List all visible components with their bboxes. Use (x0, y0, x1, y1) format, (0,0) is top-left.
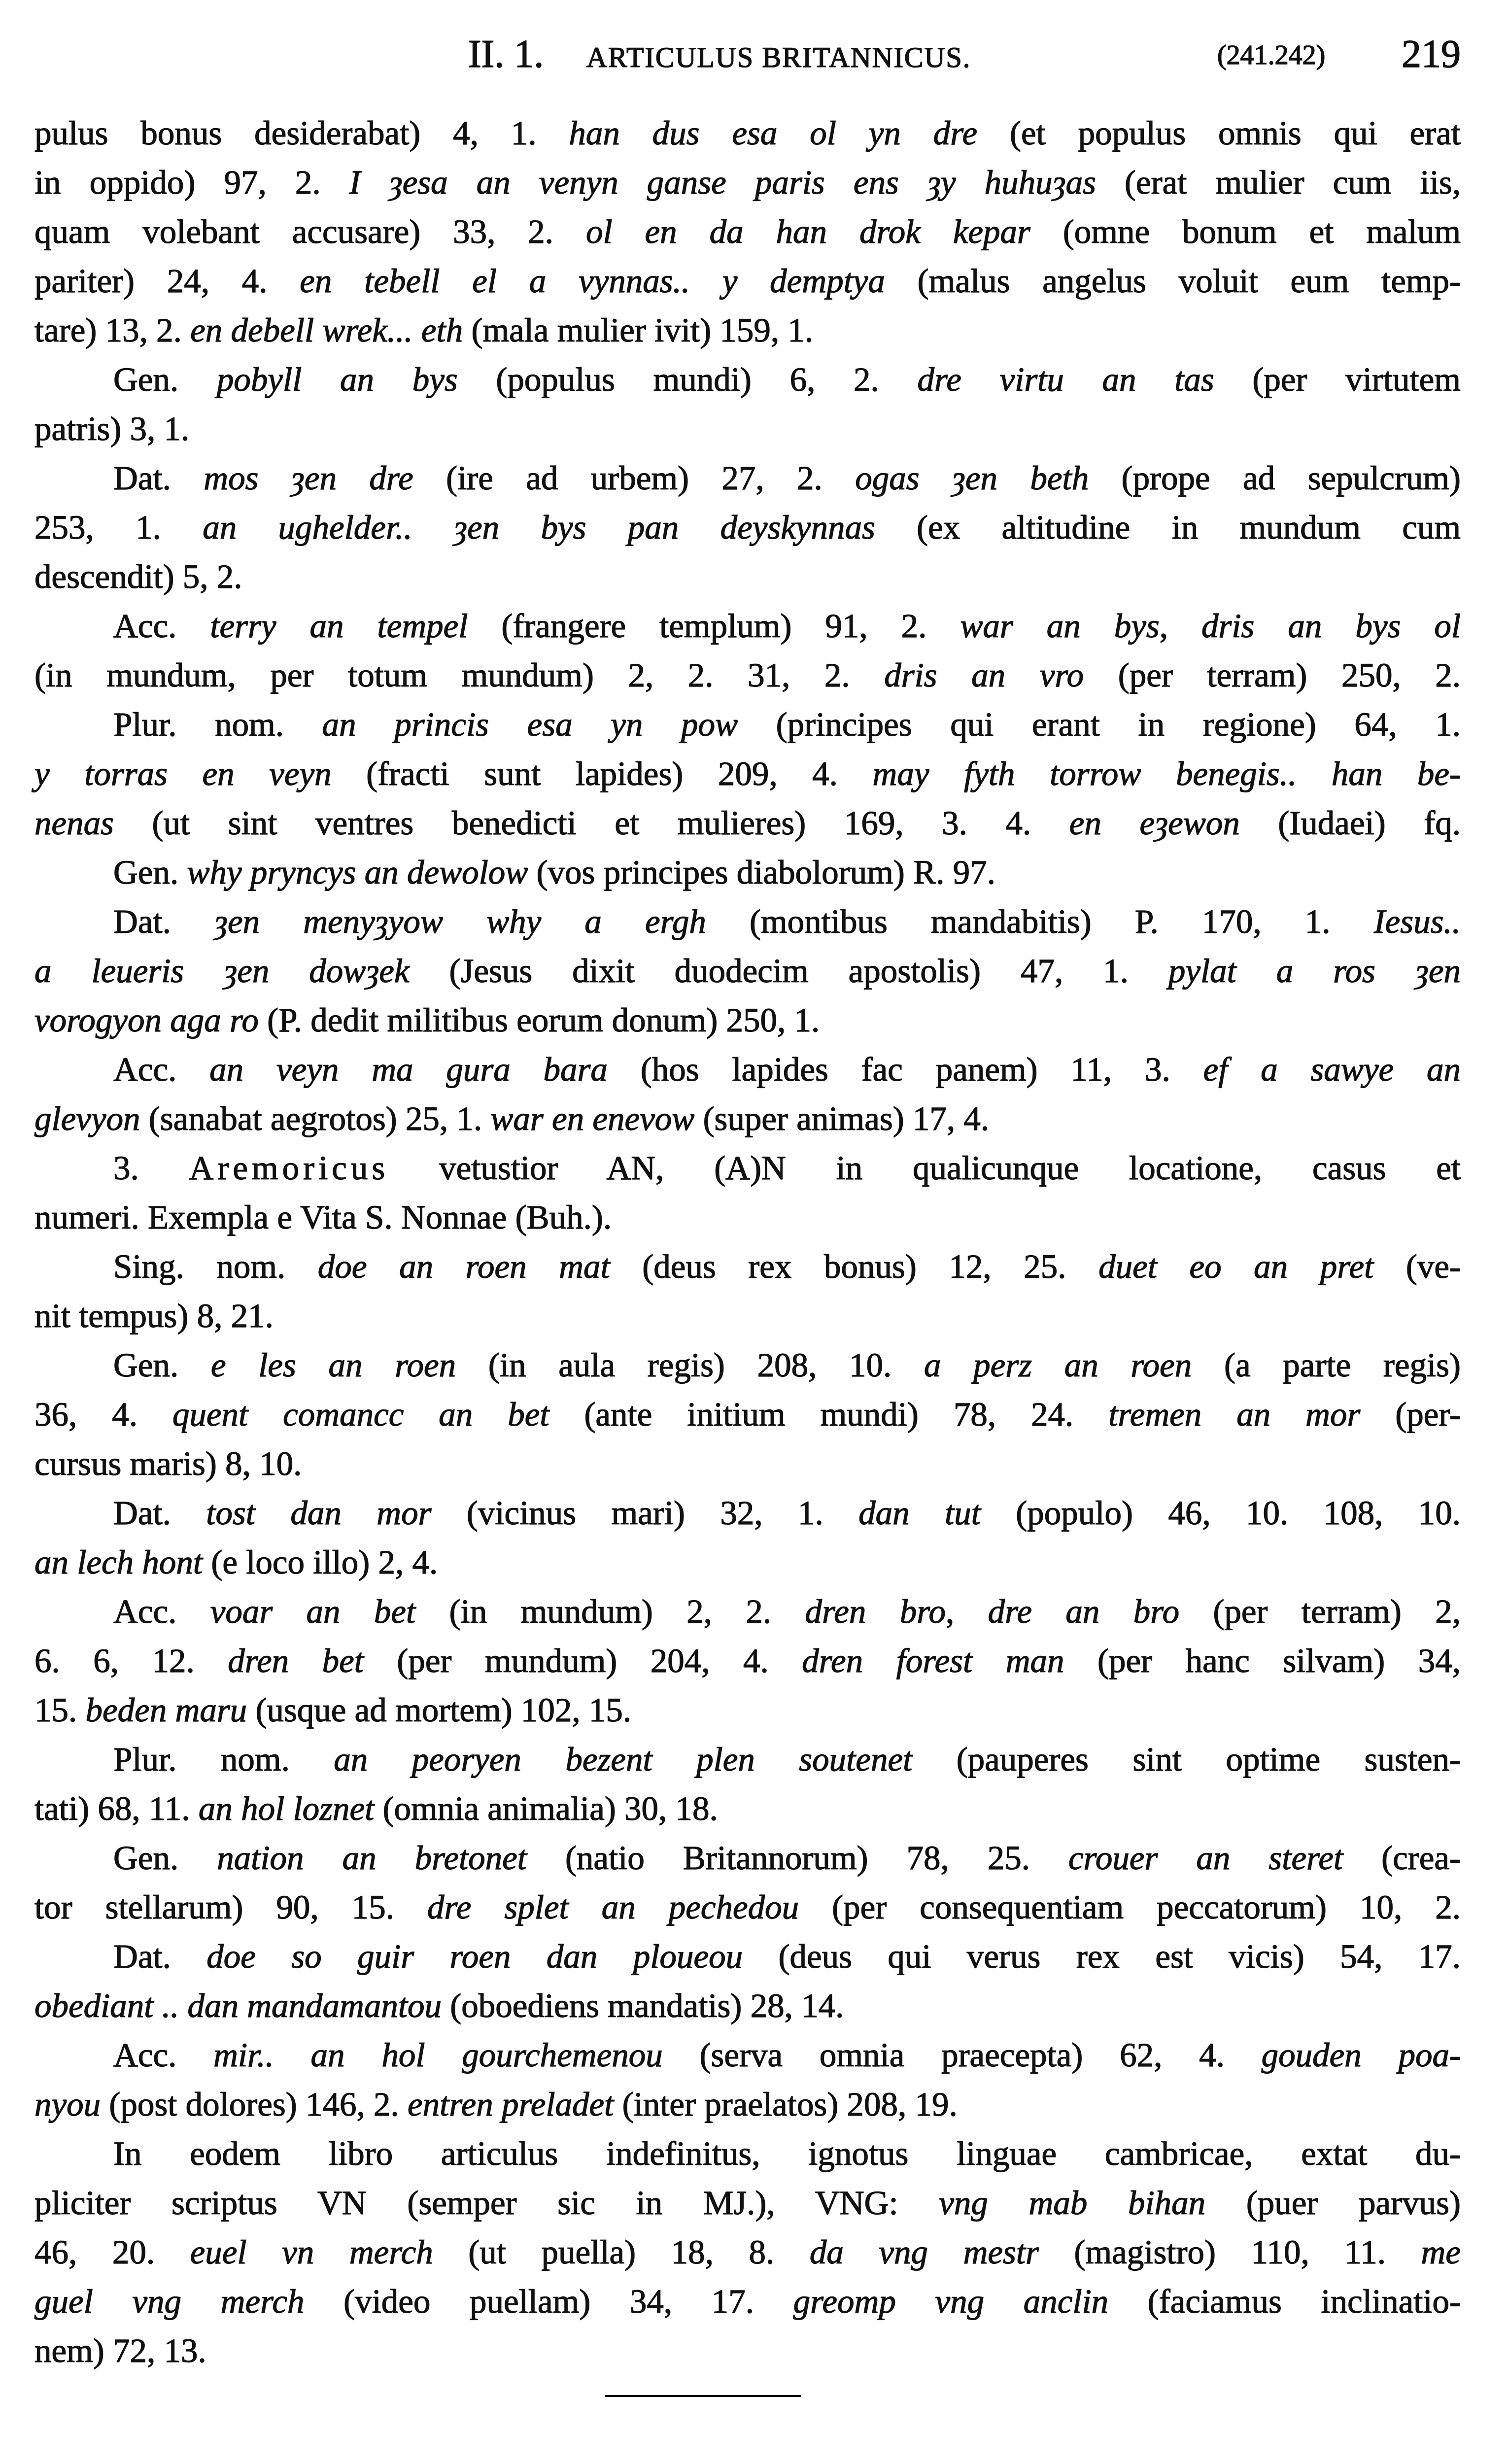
latin-text: (in mundum) 2, 2. (415, 1593, 805, 1630)
cornish-breton-example: a perz an roen (924, 1346, 1192, 1384)
text-line (34, 700, 1461, 749)
latin-text: 15. (34, 1691, 86, 1729)
text-line (34, 1636, 1461, 1685)
latin-text: (P. dedit militibus eorum donum) 250, 1. (258, 1001, 820, 1039)
latin-text: pulus bonus desiderabat) 4, 1. (34, 114, 569, 152)
latin-text: (fracti sunt lapides) 209, 4. (331, 755, 873, 792)
latin-text: (puer parvus) (1205, 2184, 1461, 2222)
cornish-breton-example: dren bet (228, 1642, 364, 1679)
latin-text: tati) 68, 11. (34, 1790, 199, 1827)
cornish-breton-example: dris an bys ol (1201, 607, 1461, 645)
text-line (34, 1784, 1461, 1833)
cornish-breton-example: pylat a ros ȝen (1168, 952, 1461, 990)
latin-text: (per- (1360, 1396, 1461, 1433)
cornish-breton-example: mos ȝen dre (204, 459, 413, 497)
latin-text: (super animas) 17, 4. (694, 1100, 990, 1137)
cornish-breton-example: dre virtu an tas (917, 361, 1214, 398)
text-line (34, 1488, 1461, 1538)
text-line (34, 1390, 1461, 1439)
body-text (34, 108, 1461, 2375)
latin-text: 253, 1. (34, 509, 203, 546)
text-line (34, 2030, 1461, 2080)
text-line (34, 404, 1461, 453)
section-number: II. 1. (468, 33, 544, 76)
latin-text: (ire ad urbem) 27, 2. (413, 459, 856, 497)
cornish-breton-example: duet eo an pret (1098, 1248, 1374, 1285)
latin-text: pariter) 24, 4. (34, 262, 300, 300)
cornish-breton-example: doe so guir roen dan ploueou (206, 1938, 743, 1975)
latin-text: (deus rex bonus) 12, 25. (610, 1248, 1099, 1285)
text-line (34, 108, 1461, 158)
page-number: 219 (1402, 33, 1461, 76)
latin-text: In eodem libro articulus indefinitus, ignotus linguae cambricae, extat du- (113, 2135, 1461, 2172)
text-line (34, 2129, 1461, 2178)
latin-text: Acc. (113, 1593, 210, 1630)
latin-text: (per virtutem (1214, 361, 1461, 398)
text-line (34, 552, 1461, 601)
latin-text: (vos principes diabolorum) R. 97. (528, 854, 995, 891)
text-line (34, 1094, 1461, 1143)
text-line (34, 848, 1461, 897)
text-line (34, 1439, 1461, 1488)
cornish-breton-example: war en enevow (490, 1100, 695, 1137)
text-line (34, 256, 1461, 306)
cornish-breton-example: han dus esa ol yn dre (569, 114, 978, 152)
text-line (34, 995, 1461, 1045)
latin-text: (inter praelatos) 208, 19. (614, 2086, 958, 2123)
latin-text: (principes qui erant in regione) 64, 1. (738, 706, 1461, 743)
cornish-breton-example: dan tut (858, 1494, 981, 1532)
latin-text: (ut puella) 18, 8. (433, 2233, 810, 2271)
text-line (34, 306, 1461, 355)
latin-text: (populo) 46, 10. 108, 10. (980, 1494, 1461, 1532)
latin-text: Dat. (113, 459, 204, 497)
latin-text: (erat mulier cum iis, (1096, 164, 1461, 201)
cornish-breton-example: guel vng merch (34, 2283, 305, 2320)
latin-text: Gen. (113, 1839, 217, 1877)
latin-text: Dat. (113, 1938, 207, 1975)
paragraph-reference: (241.242) (1217, 40, 1326, 70)
cornish-breton-example: dris an vro (884, 656, 1084, 694)
latin-text: nem) 72, 13. (34, 2332, 206, 2369)
cornish-breton-example: doe an roen mat (317, 1248, 610, 1285)
text-line (34, 1685, 1461, 1735)
latin-text: (magistro) 110, 11. (1038, 2233, 1421, 2271)
cornish-breton-example: may fyth torrow benegis.. han be- (872, 755, 1461, 792)
text-line (34, 1045, 1461, 1094)
text-line (34, 1291, 1461, 1340)
cornish-breton-example: a leueris ȝen dowȝek (34, 952, 410, 990)
latin-text: cursus maris) 8, 10. (34, 1445, 302, 1482)
latin-text: (in aula regis) 208, 10. (456, 1346, 924, 1384)
text-line (34, 749, 1461, 798)
cornish-breton-example: en debell wrek... eth (190, 311, 463, 349)
cornish-breton-example: gouden poa- (1261, 2036, 1461, 2074)
latin-text: Gen. (113, 854, 187, 891)
cornish-breton-example: greomp vng anclin (793, 2283, 1109, 2320)
text-line (34, 1538, 1461, 1587)
latin-text: 46, 20. (34, 2233, 190, 2271)
cornish-breton-example: an lech hont (34, 1543, 203, 1581)
text-line (34, 650, 1461, 700)
cornish-breton-example: nenas (34, 804, 114, 842)
text-line (34, 1932, 1461, 1981)
cornish-breton-example: quent comancc an bet (172, 1396, 549, 1433)
cornish-breton-example: en eȝewon (1069, 804, 1240, 842)
cornish-breton-example: an princis esa yn pow (322, 706, 738, 743)
latin-text: Dat. (113, 1494, 206, 1532)
latin-text: (montibus mandabitis) P. 170, 1. (706, 903, 1374, 940)
latin-text: 36, 4. (34, 1396, 172, 1433)
cornish-breton-example: nyou (34, 2086, 101, 2123)
latin-text: Plur. nom. (113, 706, 322, 743)
latin-text: (e loco illo) 2, 4. (203, 1543, 438, 1581)
latin-text: Gen. (113, 361, 217, 398)
latin-text: Acc. (113, 607, 210, 645)
latin-text: (mala mulier ivit) 159, 1. (463, 311, 814, 349)
text-line (34, 158, 1461, 207)
cornish-breton-example: Iesus.. (1373, 903, 1461, 940)
latin-text: (omnia animalia) 30, 18. (374, 1790, 718, 1827)
cornish-breton-example: crouer an steret (1068, 1839, 1343, 1877)
cornish-breton-example: ogas ȝen beth (855, 459, 1089, 497)
cornish-breton-example: pobyll an bys (216, 361, 458, 398)
latin-text: (hos lapides fac panem) 11, 3. (607, 1051, 1203, 1088)
latin-text: Acc. (113, 1051, 210, 1088)
text-line (34, 2227, 1461, 2277)
latin-text: (populus mundi) 6, 2. (457, 361, 918, 398)
cornish-breton-example: en tebell el a vynnas.. y demptya (300, 262, 885, 300)
cornish-breton-example: dren bro (805, 1593, 946, 1630)
cornish-breton-example: beden maru (85, 1691, 247, 1729)
latin-text: (natio Britannorum) 78, 25. (526, 1839, 1069, 1877)
latin-text: (et populus omnis qui erat (977, 114, 1461, 152)
cornish-breton-example: entren preladet (408, 2086, 614, 2123)
cornish-breton-example: nation an bretonet (217, 1839, 527, 1877)
latin-text: (deus qui verus rex est vicis) 54, 17. (743, 1938, 1461, 1975)
latin-text: (per terram) 2, (1179, 1593, 1461, 1630)
text-line (34, 897, 1461, 946)
cornish-breton-example: euel vn merch (190, 2233, 433, 2271)
latin-text: Dat. (113, 903, 214, 940)
running-title: ARTICULUS BRITANNICUS. (586, 41, 971, 73)
text-line (34, 1242, 1461, 1291)
latin-text: Sing. nom. (113, 1248, 318, 1285)
latin-text: 3. (113, 1149, 189, 1187)
text-line (34, 2080, 1461, 2129)
text-line (34, 1735, 1461, 1784)
text-line (34, 1882, 1461, 1932)
latin-text: (ut sint ventres benedicti et mulieres) 169, 3. 4. (113, 804, 1069, 842)
latin-text: tor stellarum) 90, 15. (34, 1888, 427, 1926)
latin-text: (post dolores) 146, 2. (101, 2086, 408, 2123)
latin-text: (pauperes sint optime susten- (912, 1741, 1461, 1778)
latin-text: in oppido) 97, 2. (34, 164, 349, 201)
cornish-breton-example: y torras en veyn (34, 755, 332, 792)
cornish-breton-example: da vng mestr (809, 2233, 1039, 2271)
text-line (34, 946, 1461, 995)
latin-text: nit tempus) 8, 21. (34, 1297, 274, 1335)
latin-text: (frangere templum) 91, 2. (468, 607, 960, 645)
latin-text: Plur. nom. (113, 1741, 334, 1778)
cornish-breton-example: ȝen menyȝyow why a ergh (214, 903, 706, 940)
text-line (34, 2277, 1461, 2326)
running-header (34, 34, 1461, 108)
latin-text: (Jesus dixit duodecim apostolis) 47, 1. (409, 952, 1168, 990)
latin-text: vetustior AN, (A)N in qualicunque locatione, casus et (389, 1149, 1461, 1187)
latin-text: (ex altitudine in mundum cum (875, 509, 1461, 546)
latin-text: (per hanc silvam) 34, (1064, 1642, 1461, 1679)
latin-text: , (946, 1593, 988, 1630)
latin-text: descendit) 5, 2. (34, 558, 242, 595)
cornish-breton-example: an hol loznet (198, 1790, 375, 1827)
latin-text: pliciter scriptus VN (semper sic in MJ.), VNG: (34, 2184, 939, 2222)
latin-text: (per terram) 250, 2. (1084, 656, 1461, 694)
latin-text: Acc. (113, 2036, 214, 2074)
cornish-breton-example: dre an bro (988, 1593, 1180, 1630)
text-line (34, 1833, 1461, 1882)
latin-text: , (1159, 607, 1201, 645)
latin-text: (Iudaei) fq. (1239, 804, 1461, 842)
cornish-breton-example: me (1421, 2233, 1461, 2271)
latin-text: tare) 13, 2. (34, 311, 191, 349)
cornish-breton-example: why pryncys an dewolow (187, 854, 528, 891)
text-line (34, 2178, 1461, 2227)
cornish-breton-example: tost dan mor (206, 1494, 432, 1532)
latin-text: (malus angelus voluit eum temp- (885, 262, 1461, 300)
footer-rule (605, 2395, 801, 2397)
latin-text: (a parte regis) (1192, 1346, 1461, 1384)
text-line (34, 503, 1461, 552)
latin-text: (usque ad mortem) 102, 15. (247, 1691, 632, 1729)
latin-text: patris) 3, 1. (34, 410, 190, 447)
latin-text: (prope ad sepulcrum) (1089, 459, 1461, 497)
text-line (34, 1340, 1461, 1390)
latin-text: 6. 6, 12. (34, 1642, 228, 1679)
text-line (34, 1981, 1461, 2030)
latin-text: (oboediens mandatis) 28, 14. (442, 1987, 844, 2024)
cornish-breton-example: dren forest man (802, 1642, 1064, 1679)
cornish-breton-example: war an bys (960, 607, 1160, 645)
text-line (34, 2326, 1461, 2375)
latin-text: (in mundum, per totum mundum) 2, 2. 31, 2. (34, 656, 885, 694)
text-line (34, 1587, 1461, 1636)
cornish-breton-example: I ȝesa an venyn ganse paris ens ȝy huhuȝas (349, 164, 1096, 201)
latin-text: (crea- (1343, 1839, 1461, 1877)
cornish-breton-example: voar an bet (210, 1593, 416, 1630)
cornish-breton-example: vorogyon aga ro (34, 1001, 259, 1039)
latin-text: numeri. Exempla e Vita S. Nonnae (Buh.). (34, 1198, 612, 1236)
latin-text: quam volebant accusare) 33, 2. (34, 213, 586, 250)
latin-text: (ante initium mundi) 78, 24. (549, 1396, 1109, 1433)
text-line (34, 601, 1461, 650)
text-line (34, 798, 1461, 848)
latin-text: (sanabat aegrotos) 25, 1. (140, 1100, 491, 1137)
cornish-breton-example: an peoryen bezent plen soutenet (334, 1741, 913, 1778)
latin-text: (omne bonum et malum (1030, 213, 1461, 250)
text-line (34, 453, 1461, 503)
cornish-breton-example: mir.. an hol gourchemenou (213, 2036, 663, 2074)
latin-text: (faciamus inclinatio- (1108, 2283, 1461, 2320)
cornish-breton-example: an ughelder.. ȝen bys pan deyskynnas (203, 509, 875, 546)
latin-text: Gen. (113, 1346, 211, 1384)
cornish-breton-example: dre splet an pechedou (427, 1888, 799, 1926)
text-line (34, 1193, 1461, 1242)
cornish-breton-example: glevyon (34, 1100, 140, 1137)
latin-text: (serva omnia praecepta) 62, 4. (662, 2036, 1262, 2074)
cornish-breton-example: ef a sawye an (1203, 1051, 1461, 1088)
latin-text: (video puellam) 34, 17. (304, 2283, 793, 2320)
cornish-breton-example: tremen an mor (1108, 1396, 1361, 1433)
latin-text: Aremoricus (189, 1149, 389, 1187)
cornish-breton-example: obediant .. dan mandamantou (34, 1987, 442, 2024)
text-line (34, 1143, 1461, 1193)
latin-text: (vicinus mari) 32, 1. (431, 1494, 859, 1532)
cornish-breton-example: an veyn ma gura bara (209, 1051, 608, 1088)
latin-text: (per mundum) 204, 4. (363, 1642, 802, 1679)
text-line (34, 355, 1461, 404)
latin-text: (ve- (1373, 1248, 1461, 1285)
cornish-breton-example: ol en da han drok kepar (585, 213, 1030, 250)
text-line (34, 207, 1461, 256)
cornish-breton-example: e les an roen (210, 1346, 456, 1384)
cornish-breton-example: terry an tempel (210, 607, 468, 645)
latin-text: (per consequentiam peccatorum) 10, 2. (799, 1888, 1461, 1926)
cornish-breton-example: vng mab bihan (939, 2184, 1206, 2222)
